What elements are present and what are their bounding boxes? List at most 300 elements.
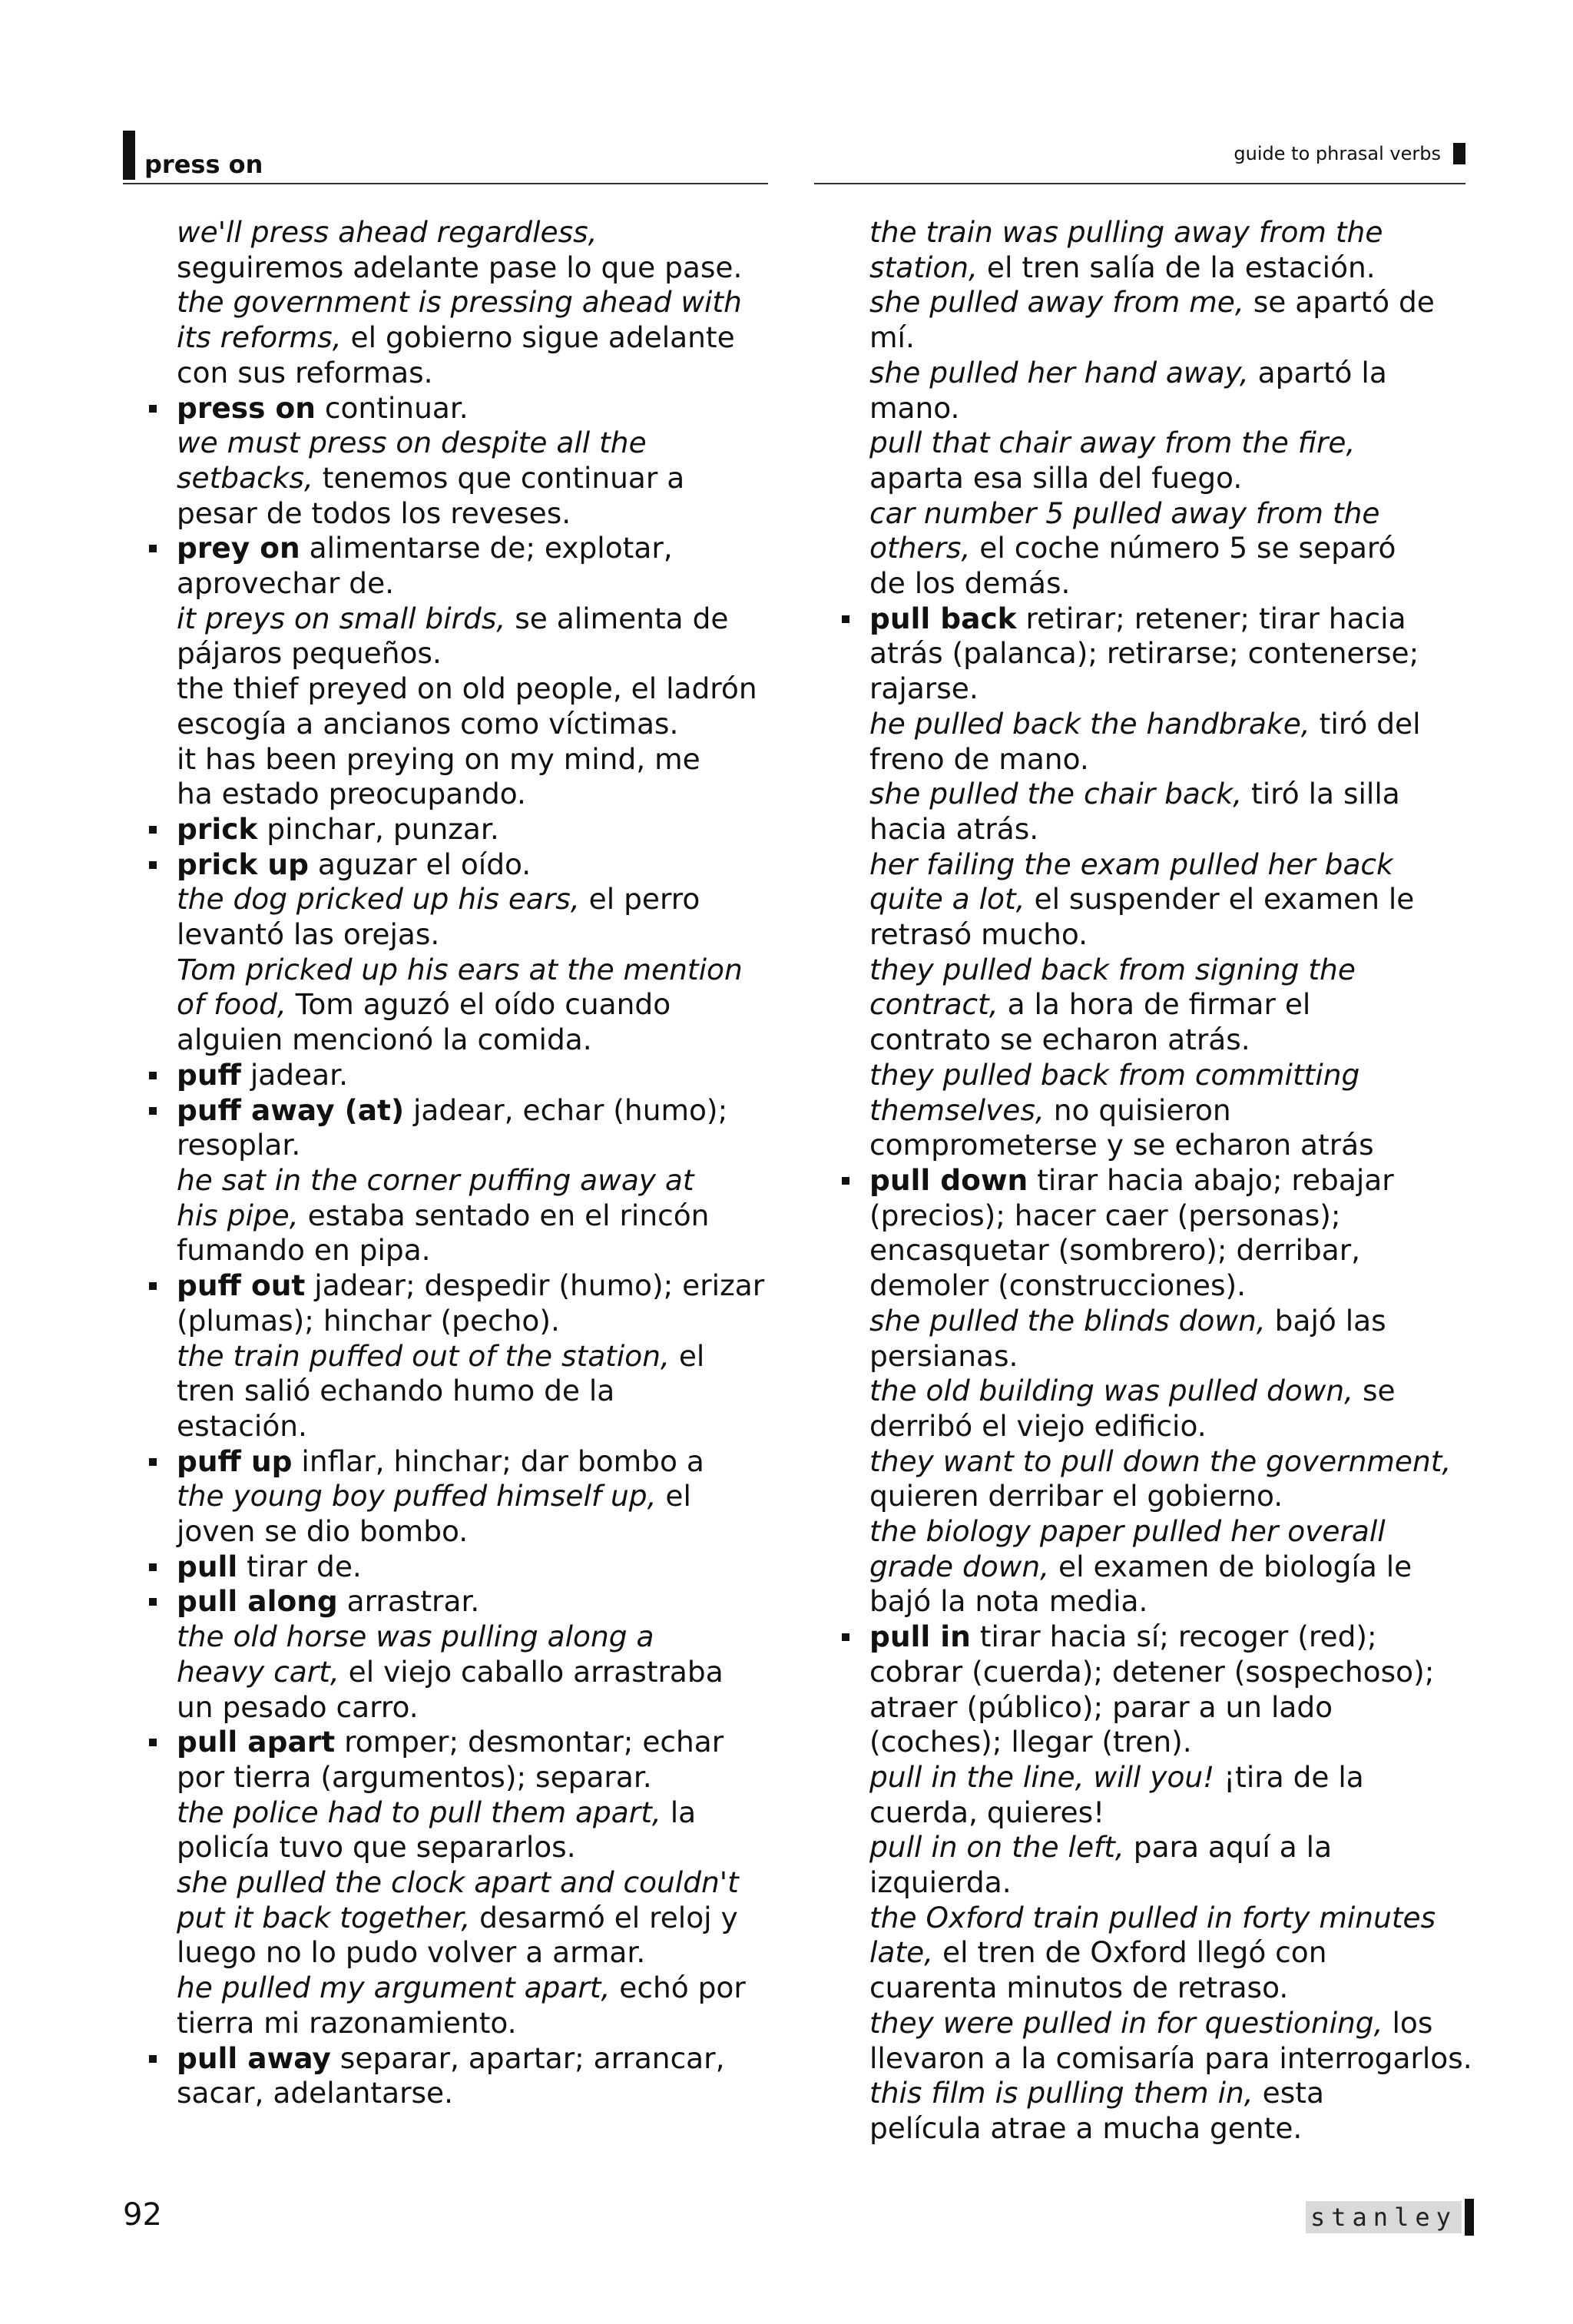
entry-line	[177, 461, 805, 496]
entry-line	[177, 2041, 805, 2077]
translation-text: cuerda, quieres!	[869, 1795, 1105, 1829]
translation-text: tiró del	[1310, 706, 1421, 741]
entry-line	[177, 1339, 805, 1374]
entry-line	[177, 1023, 805, 1058]
translation-text: (plumas); hinchar (pecho).	[177, 1303, 560, 1338]
example-text: its reforms,	[177, 320, 342, 355]
translation-text: apartó la	[1248, 355, 1387, 390]
translation-text: retrasó mucho.	[869, 917, 1088, 952]
entry-line	[869, 1514, 1490, 1550]
example-text: she pulled the clock apart and couldn't	[177, 1865, 739, 1900]
entry-line	[869, 1584, 1490, 1620]
running-head-title: guide to phrasal verbs	[1234, 143, 1441, 164]
definition: aguzar el oído.	[308, 847, 532, 881]
translation-text: llevaron a la comisaría para interrogarlos.	[869, 2041, 1472, 2075]
entry-line	[869, 1830, 1490, 1865]
translation-text: joven se dio bombo.	[177, 1514, 469, 1549]
entry-line	[869, 461, 1490, 496]
translation-text: resoplar.	[177, 1128, 301, 1162]
translation-text: luego no lo pudo volver a armar.	[177, 1935, 646, 1970]
entry-line	[869, 1971, 1490, 2006]
translation-text: persianas.	[869, 1338, 1018, 1373]
translation-text: el examen de biología le	[1049, 1549, 1412, 1583]
entry-line	[869, 2041, 1490, 2077]
entry-line	[177, 812, 805, 847]
example-text: the dog pricked up his ears,	[177, 882, 580, 917]
definition: jadear.	[240, 1057, 348, 1092]
translation-text: escogía a ancianos como víctimas.	[177, 706, 679, 741]
example-text: she pulled the chair back,	[869, 777, 1243, 811]
entry-bullet	[149, 1282, 157, 1290]
example-text: Tom pricked up his ears at the mention	[177, 952, 743, 986]
entry-line	[177, 1725, 805, 1760]
entry-line	[177, 1444, 805, 1480]
dictionary-entry	[152, 391, 805, 532]
entry-line	[869, 636, 1490, 671]
translation-text: cuarenta minutos de retraso.	[869, 1971, 1289, 2005]
example-text: quite a lot,	[869, 882, 1025, 917]
entry-line	[869, 426, 1490, 461]
example-text: his pipe,	[177, 1198, 299, 1232]
entry-line	[869, 777, 1490, 812]
entry-line	[177, 320, 805, 356]
definition: romper; desmontar; echar	[335, 1725, 724, 1759]
entry-line	[869, 987, 1490, 1023]
header-bar-mark	[123, 131, 135, 180]
dictionary-entry	[152, 1058, 805, 1093]
entry-line	[177, 531, 805, 566]
translation-text: un pesado carro.	[177, 1689, 419, 1724]
entry-line	[869, 812, 1490, 847]
translation-text: levantó las orejas.	[177, 917, 440, 952]
entry-line	[869, 1198, 1490, 1234]
example-text: station,	[869, 250, 978, 284]
entry-line	[177, 1304, 805, 1339]
entry-line	[177, 1374, 805, 1409]
dictionary-entry	[845, 602, 1490, 1163]
translation-text: tenemos que continuar a	[313, 460, 685, 495]
translation-text: policía tuvo que separarlos.	[177, 1830, 576, 1865]
translation-text: rajarse.	[869, 671, 979, 706]
dictionary-entry	[152, 1584, 805, 1725]
dictionary-entry	[152, 1093, 805, 1269]
translation-text: pájaros pequeños.	[177, 636, 442, 671]
translation-text: quieren derribar el gobierno.	[869, 1479, 1283, 1513]
entry-line	[177, 1128, 805, 1163]
example-text: she pulled her hand away,	[869, 355, 1249, 390]
translation-text: derribó el viejo edificio.	[869, 1408, 1207, 1443]
translation-text: el coche número 5 se separó	[970, 531, 1396, 565]
example-text: car number 5 pulled away from the	[869, 496, 1380, 530]
translation-text: Tom aguzó el oído cuando	[286, 987, 671, 1022]
entry-line	[869, 2111, 1490, 2147]
entry-line	[177, 1620, 805, 1655]
entry-bullet	[842, 1177, 849, 1185]
entry-line	[177, 566, 805, 602]
entry-line	[869, 391, 1490, 426]
entry-line	[177, 602, 805, 637]
header-rule-right	[814, 183, 1465, 184]
example-text: of food,	[177, 987, 286, 1022]
translation-text: ¡tira de la	[1214, 1759, 1364, 1794]
translation-text: el	[669, 1338, 705, 1373]
entry-bullet	[149, 1072, 157, 1079]
translation-text: (coches); llegar (tren).	[869, 1725, 1192, 1759]
translation-text: aparta esa silla del fuego.	[869, 460, 1243, 495]
dictionary-entry	[845, 1620, 1490, 2147]
entry-line	[177, 847, 805, 883]
entry-bullet	[149, 1598, 157, 1606]
entry-continuation	[845, 215, 1490, 602]
entry-line	[869, 1655, 1490, 1690]
translation-text: tierra mi razonamiento.	[177, 2005, 517, 2040]
translation-text: el tren salía de la estación.	[977, 250, 1376, 284]
definition: jadear; despedir (humo); erizar	[305, 1268, 765, 1303]
dictionary-entry	[152, 531, 805, 812]
translation-text: pesar de todos los reveses.	[177, 496, 571, 530]
entry-line	[177, 1901, 805, 1936]
entry-line	[869, 1268, 1490, 1304]
dictionary-entry	[152, 1550, 805, 1585]
entry-line	[869, 1409, 1490, 1444]
example-text: her failing the exam pulled her back	[869, 847, 1393, 881]
example-text: the Oxford train pulled in forty minutes	[869, 1900, 1436, 1934]
translation-text: se apartó de	[1243, 285, 1435, 320]
entry-line	[177, 1584, 805, 1620]
entry-line	[177, 2006, 805, 2041]
entry-line	[177, 742, 805, 777]
translation-text: ha estado preocupando.	[177, 777, 526, 811]
entry-line	[177, 882, 805, 917]
entry-line	[177, 1865, 805, 1901]
translation-text: a la hora de firmar el	[998, 987, 1311, 1022]
entry-line	[869, 1374, 1490, 1409]
headword: pull in	[869, 1620, 971, 1654]
translation-text: demoler (construcciones).	[869, 1268, 1247, 1303]
headword: pull down	[869, 1162, 1028, 1197]
translation-text: seguiremos adelante pase lo que pase.	[177, 250, 743, 284]
entry-line	[177, 917, 805, 953]
headword: prey on	[177, 531, 300, 565]
entry-line	[177, 1971, 805, 2006]
entry-line	[177, 1268, 805, 1304]
example-text: we'll press ahead regardless,	[177, 215, 598, 249]
entry-line	[869, 882, 1490, 917]
entry-bullet	[842, 1633, 849, 1641]
translation-text: mano.	[869, 390, 960, 425]
entry-line	[869, 250, 1490, 286]
example-text: the train puffed out of the station,	[177, 1338, 670, 1373]
example-text: the old building was pulled down,	[869, 1374, 1354, 1408]
entry-continuation	[152, 215, 805, 391]
entry-line	[869, 917, 1490, 953]
translation-text: tiró la silla	[1242, 777, 1400, 811]
translation-text: contrato se echaron atrás.	[869, 1023, 1250, 1057]
example-text: themselves,	[869, 1092, 1045, 1127]
example-text: the train was pulling away from the	[869, 215, 1383, 249]
definition: inflar, hinchar; dar bombo a	[292, 1444, 704, 1478]
entry-line	[177, 777, 805, 812]
translation-text: el suspender el examen le	[1025, 882, 1415, 917]
entry-line	[869, 1093, 1490, 1129]
translation-text: el	[656, 1479, 691, 1513]
page-number: 92	[123, 2197, 162, 2233]
dictionary-entry	[845, 1163, 1490, 1620]
translation-text: bajó las	[1265, 1303, 1386, 1338]
translation-text: echó por	[610, 1971, 746, 2005]
entry-line	[869, 742, 1490, 777]
entry-bullet	[149, 1739, 157, 1746]
entry-line	[177, 285, 805, 320]
entry-line	[869, 531, 1490, 566]
example-text: he pulled back the handbrake,	[869, 706, 1310, 741]
translation-text: cobrar (cuerda); detener (sospechoso);	[869, 1654, 1435, 1689]
headword: prick	[177, 811, 258, 846]
example-text: pull in the line, will you!	[869, 1759, 1215, 1794]
translation-text: de los demás.	[869, 566, 1071, 601]
definition: alimentarse de; explotar,	[300, 531, 673, 565]
example-text: she pulled away from me,	[869, 285, 1244, 320]
example-text: setbacks,	[177, 460, 313, 495]
translation-text: desarmó el reloj y	[470, 1900, 738, 1934]
example-text: they pulled back from committing	[869, 1057, 1360, 1092]
translation-text: freno de mano.	[869, 741, 1089, 776]
translation-text: fumando en pipa.	[177, 1233, 431, 1268]
translation-text: bajó la nota media.	[869, 1584, 1148, 1619]
example-text: he pulled my argument apart,	[177, 1971, 611, 2005]
translation-text: atrás (palanca); retirarse; contenerse;	[869, 636, 1419, 671]
entry-line	[869, 1444, 1490, 1480]
example-text: the young boy puffed himself up,	[177, 1479, 657, 1513]
dictionary-entry	[152, 1444, 805, 1550]
example-text: pull in on the left,	[869, 1830, 1124, 1865]
dictionary-entry	[152, 847, 805, 1058]
translation-text: el viejo caballo arrastraba	[339, 1654, 724, 1689]
translation-text: el gobierno sigue adelante	[341, 320, 735, 355]
headword: pull	[177, 1549, 238, 1583]
entry-line	[177, 1690, 805, 1726]
entry-line	[869, 1479, 1490, 1514]
publisher-name: stanley	[1306, 2201, 1462, 2233]
translation-text: mí.	[869, 320, 915, 355]
example-text: this film is pulling them in,	[869, 2076, 1253, 2110]
entry-line	[177, 1093, 805, 1129]
headword: pull away	[177, 2041, 331, 2075]
header-square-mark	[1453, 143, 1465, 164]
headword: press on	[177, 390, 316, 425]
definition: pinchar, punzar.	[257, 811, 499, 846]
definition: jadear, echar (humo);	[404, 1092, 728, 1127]
dictionary-entry	[152, 1268, 805, 1444]
translation-text: aprovechar de.	[177, 566, 395, 601]
definition: continuar.	[315, 390, 469, 425]
entry-line	[177, 1198, 805, 1234]
example-text: they pulled back from signing the	[869, 952, 1356, 986]
translation-text: por tierra (argumentos); separar.	[177, 1759, 652, 1794]
entry-line	[869, 320, 1490, 356]
entry-line	[177, 707, 805, 742]
entry-line	[869, 566, 1490, 602]
headword: puff up	[177, 1444, 293, 1478]
entry-bullet	[149, 861, 157, 869]
entry-line	[869, 285, 1490, 320]
translation-text: película atrae a mucha gente.	[869, 2110, 1303, 2145]
entry-line	[177, 1163, 805, 1198]
translation-text: los	[1383, 2005, 1433, 2040]
entry-line	[177, 1233, 805, 1268]
translation-text: el perro	[579, 882, 700, 917]
entry-line	[869, 1233, 1490, 1268]
entry-line	[177, 1550, 805, 1585]
definition: tirar hacia sí; recoger (red);	[970, 1620, 1377, 1654]
entry-line	[869, 1725, 1490, 1760]
entry-bullet	[149, 405, 157, 413]
entry-bullet	[149, 1563, 157, 1571]
header-rule-left	[123, 183, 768, 184]
translation-text: esta	[1253, 2076, 1324, 2110]
translation-text: it has been preying on my mind, me	[177, 741, 700, 776]
entry-line	[869, 2006, 1490, 2041]
example-text: she pulled the blinds down,	[869, 1303, 1266, 1338]
example-text: the police had to pull them apart,	[177, 1795, 661, 1829]
page-header-left	[123, 131, 263, 180]
translation-text: se	[1353, 1374, 1396, 1408]
entry-bullet	[149, 826, 157, 834]
entry-line	[177, 671, 805, 707]
translation-text: no quisieron	[1044, 1092, 1231, 1127]
translation-text: la	[661, 1795, 697, 1829]
entry-line	[869, 1163, 1490, 1198]
entry-line	[869, 953, 1490, 988]
running-head-entry: press on	[144, 150, 263, 179]
translation-text: estaba sentado en el rincón	[298, 1198, 710, 1232]
entry-line	[869, 1620, 1490, 1655]
translation-text: estación.	[177, 1408, 307, 1443]
entry-line	[869, 1690, 1490, 1726]
translation-text: tren salió echando humo de la	[177, 1374, 615, 1408]
entry-line	[869, 1935, 1490, 1971]
translation-text: the thief preyed on old people, el ladrón	[177, 671, 757, 706]
entry-line	[177, 1935, 805, 1971]
entry-bullet	[149, 545, 157, 552]
translation-text: con sus reformas.	[177, 355, 433, 390]
publisher-logo	[1306, 2199, 1474, 2236]
entry-line	[177, 636, 805, 671]
example-text: contract,	[869, 987, 998, 1022]
headword: pull back	[869, 601, 1017, 635]
translation-text: se alimenta de	[505, 601, 729, 635]
example-text: we must press on despite all the	[177, 426, 647, 460]
translation-text: hacia atrás.	[869, 811, 1039, 846]
entry-bullet	[149, 2055, 157, 2063]
headword: pull apart	[177, 1725, 336, 1759]
entry-line	[869, 356, 1490, 391]
example-text: the biology paper pulled her overall	[869, 1514, 1386, 1549]
translation-text: comprometerse y se echaron atrás	[869, 1128, 1374, 1162]
entry-line	[869, 1760, 1490, 1795]
entry-line	[177, 356, 805, 391]
page-header-right	[1234, 143, 1465, 164]
entry-line	[869, 1550, 1490, 1585]
entry-line	[869, 1128, 1490, 1163]
example-text: they were pulled in for questioning,	[869, 2005, 1383, 2040]
entry-line	[177, 1795, 805, 1831]
entry-bullet	[149, 1458, 157, 1466]
headword: puff	[177, 1057, 241, 1092]
entry-line	[177, 953, 805, 988]
entry-line	[177, 1058, 805, 1093]
entry-line	[177, 987, 805, 1023]
entry-line	[869, 847, 1490, 883]
translation-text: izquierda.	[869, 1865, 1012, 1900]
entry-line	[177, 391, 805, 426]
example-text: the government is pressing ahead with	[177, 285, 742, 320]
dictionary-entry	[152, 812, 805, 847]
translation-text: sacar, adelantarse.	[177, 2076, 454, 2110]
entry-line	[869, 602, 1490, 637]
entry-line	[869, 671, 1490, 707]
entry-line	[869, 1901, 1490, 1936]
entry-line	[177, 1409, 805, 1444]
entry-line	[869, 1795, 1490, 1831]
example-text: late,	[869, 1935, 934, 1970]
entry-line	[869, 707, 1490, 742]
translation-text: (precios); hacer caer (personas);	[869, 1198, 1341, 1232]
entry-line	[869, 1023, 1490, 1058]
translation-text: el tren de Oxford llegó con	[933, 1935, 1327, 1970]
entry-line	[177, 1760, 805, 1795]
entry-line	[869, 1865, 1490, 1901]
definition: tirar hacia abajo; rebajar	[1028, 1162, 1394, 1197]
entry-line	[177, 250, 805, 286]
example-text: heavy cart,	[177, 1654, 339, 1689]
translation-text: atraer (público); parar a un lado	[869, 1689, 1333, 1724]
example-text: they want to pull down the government,	[869, 1444, 1452, 1478]
dictionary-entry	[152, 2041, 805, 2111]
entry-line	[869, 496, 1490, 532]
definition: separar, apartar; arrancar,	[330, 2041, 725, 2075]
example-text: put it back together,	[177, 1900, 471, 1934]
entry-line	[177, 215, 805, 250]
entry-line	[177, 1830, 805, 1865]
entry-line	[869, 1304, 1490, 1339]
entry-line	[177, 496, 805, 532]
definition: tirar de.	[237, 1549, 362, 1583]
example-text: grade down,	[869, 1549, 1050, 1583]
entry-line	[177, 2076, 805, 2111]
definition: arrastrar.	[337, 1584, 480, 1619]
headword: prick up	[177, 847, 309, 881]
left-column	[152, 215, 805, 2111]
entry-line	[177, 1514, 805, 1550]
entry-bullet	[842, 615, 849, 623]
entry-line	[869, 1058, 1490, 1093]
translation-text: encasquetar (sombrero); derribar,	[869, 1233, 1361, 1268]
example-text: it preys on small birds,	[177, 601, 506, 635]
translation-text: alguien mencionó la comida.	[177, 1023, 592, 1057]
headword: puff away (at)	[177, 1092, 405, 1127]
entry-line	[869, 215, 1490, 250]
entry-line	[177, 426, 805, 461]
right-column	[845, 215, 1490, 2147]
dictionary-entry	[152, 1725, 805, 2041]
entry-line	[869, 1339, 1490, 1374]
definition: retirar; retener; tirar hacia	[1016, 601, 1406, 635]
entry-bullet	[149, 1107, 157, 1115]
entry-line	[177, 1655, 805, 1690]
example-text: pull that chair away from the fire,	[869, 426, 1356, 460]
entry-line	[177, 1479, 805, 1514]
